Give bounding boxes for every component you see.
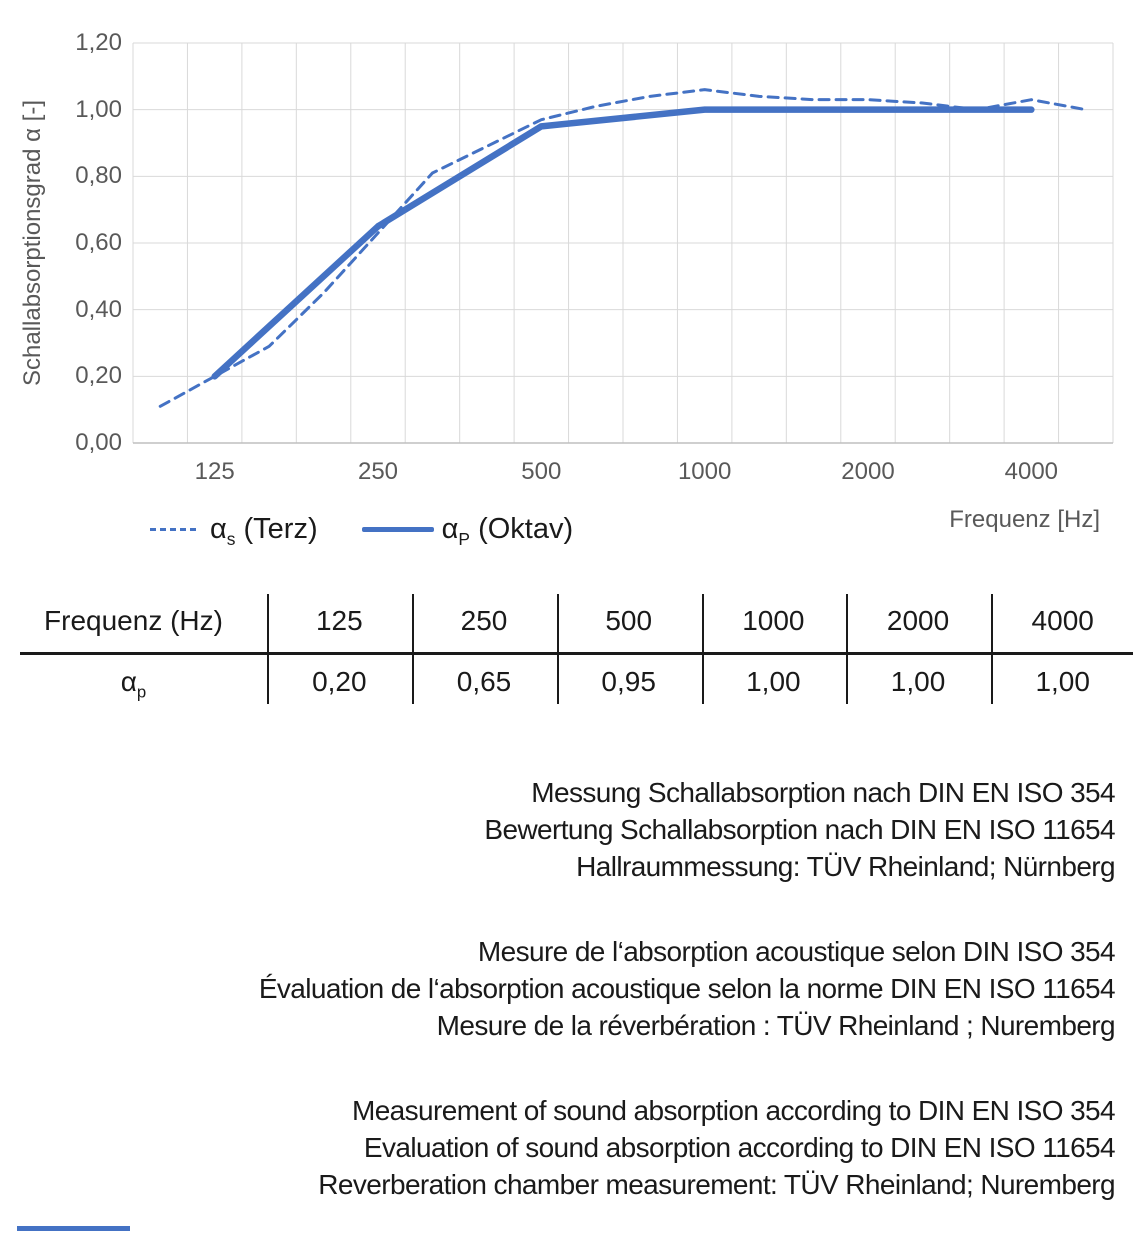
table-value-cell: 0,20 [312,665,367,697]
table-header-cell: 2000 [886,605,950,636]
table-value-row [0,655,1135,708]
y-tick-label: 0,40 [75,295,122,323]
x-tick-label: 1000 [677,458,732,485]
x-axis-title: Frequenz [Hz] [949,506,1100,533]
table-column-separator [267,594,269,704]
plot-svg [0,0,1135,455]
legend-subscript: s [226,528,236,549]
x-tick-label: 500 [521,458,562,485]
note-line: Evaluation of sound absorption according to DIN EN ISO 11654 [363,1132,1115,1163]
x-tick-label: 2000 [841,458,895,485]
table-header-row [0,590,1135,652]
absorption-table [0,590,1135,708]
table-header-frequency: Frequenz (Hz) [44,605,223,636]
note-block-french [0,933,1135,1044]
note-line: Messung Schallabsorption nach DIN EN ISO 354 [531,777,1115,808]
y-tick-label: 0,60 [75,229,122,256]
note-line: Bewertung Schallabsorption nach DIN EN ISO 11654 [484,814,1115,845]
legend-item-alpha-p [362,513,574,549]
alpha-symbol: α [120,665,137,697]
footer-accent-line [17,1226,130,1231]
table-column-separator [846,594,848,704]
table-value-cell: 1,00 [746,665,801,697]
legend-symbol: α [441,513,459,545]
alpha-subscript: p [136,682,147,702]
chart-legend [150,513,574,549]
table-header-cell: 1000 [742,605,805,636]
note-line: Évaluation de l‘absorption acoustique selon la norme DIN EN ISO 11654 [258,973,1115,1004]
legend-label-alpha-p [441,513,574,549]
table-value-cell: 0,95 [601,665,656,697]
table-value-cell: 1,00 [890,665,946,697]
measurement-notes [0,774,1135,1203]
table-column-separator [702,594,704,704]
table-header-cell: 125 [315,605,363,636]
table-column-separator [412,594,414,704]
note-block-german [0,774,1135,885]
table-divider-line [20,652,1133,655]
x-tick-label: 4000 [1004,458,1059,485]
legend-symbol: α [210,513,227,545]
y-axis-title: Schallabsorptionsgrad α [-] [19,99,46,387]
note-line: Reverberation chamber measurement: TÜV Rheinland; Nuremberg [318,1169,1115,1200]
table-header-cell: 4000 [1031,605,1094,636]
legend-subscript: P [458,528,471,549]
note-line: Measurement of sound absorption according to DIN EN ISO 354 [351,1095,1115,1126]
y-tick-label: 0,80 [75,162,122,190]
legend-item-alpha-s [150,513,318,549]
legend-label-alpha-s [210,513,318,549]
solid-line-swatch [362,527,434,532]
table-header-cell: 250 [460,605,508,636]
table-column-separator [557,594,559,704]
table-row-label [0,665,267,702]
legend-text: (Oktav) [470,513,574,545]
dashed-line-swatch [150,528,200,531]
x-tick-label: 125 [194,458,235,485]
legend-text: (Terz) [235,513,318,545]
y-tick-label: 1,20 [75,29,122,56]
table-value-cell: 1,00 [1035,665,1090,697]
y-tick-label: 0,00 [75,429,122,456]
table-value-cell: 0,65 [456,665,512,697]
note-line: Mesure de la réverbération : TÜV Rheinland ; Nuremberg [436,1010,1115,1041]
table-column-separator [991,594,993,704]
note-block-english [0,1092,1135,1203]
note-line: Mesure de l‘absorption acoustique selon DIN ISO 354 [477,936,1115,967]
x-tick-label: 250 [357,458,399,485]
note-line: Hallraummessung: TÜV Rheinland; Nürnberg [576,851,1115,882]
absorption-chart [0,0,1135,560]
table-header-cell: 500 [605,605,653,636]
y-tick-label: 0,20 [75,362,122,390]
y-tick-label: 1,00 [75,95,122,123]
